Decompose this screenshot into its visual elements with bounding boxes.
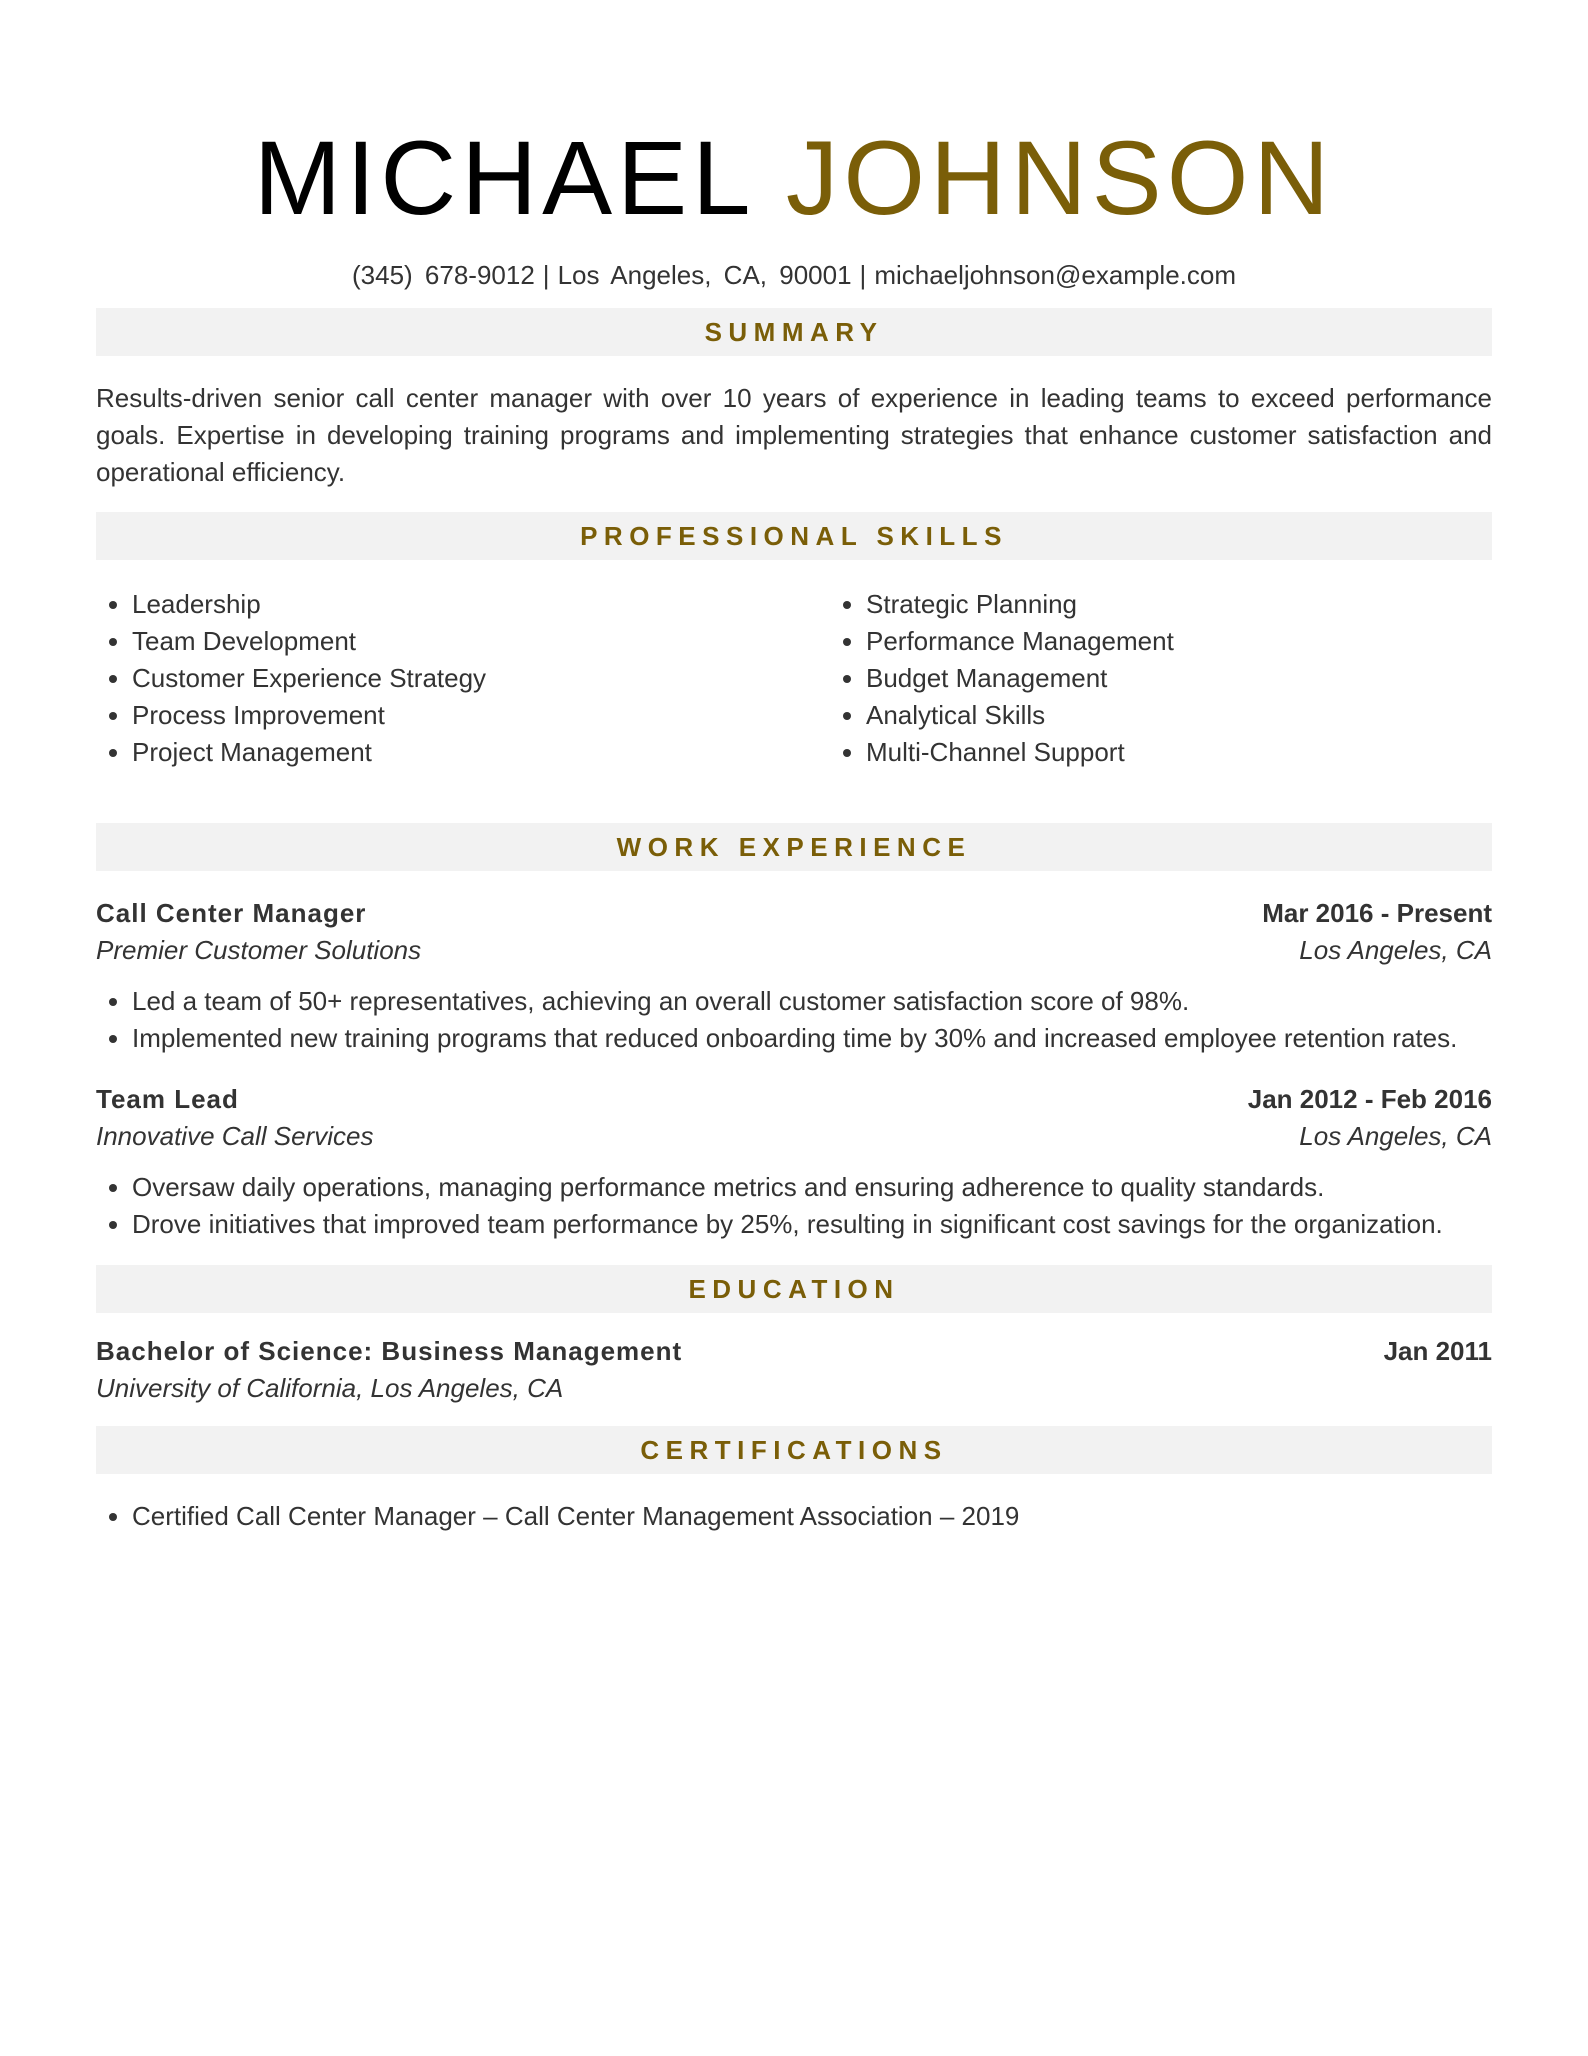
certifications-list [96, 1498, 1492, 1535]
job-bullet: • Oversaw daily operations, managing performance metrics and ensuring adherence to quality standards. [132, 1169, 1492, 1206]
skill-item: • Customer Experience Strategy [132, 660, 830, 697]
skills-left-column [96, 586, 830, 771]
degree: Bachelor of Science: Business Management [96, 1336, 683, 1366]
candidate-name [96, 0, 1492, 242]
job-bullet: • Implemented new training programs that reduced onboarding time by 30% and increased employee retention rates. [132, 1020, 1492, 1057]
job-subheader [96, 932, 1492, 969]
contact-line [96, 260, 1492, 291]
summary-heading: SUMMARY [96, 308, 1492, 356]
education-heading: EDUCATION [96, 1265, 1492, 1313]
skill-item: • Multi-Channel Support [866, 734, 1492, 771]
job-dates: Jan 2012 - Feb 2016 [1247, 1084, 1492, 1114]
skill-item: • Team Development [132, 623, 830, 660]
job-company: Innovative Call Services [96, 1121, 374, 1151]
location: Los Angeles, CA, 90001 [557, 260, 852, 290]
job-title: Call Center Manager [96, 898, 367, 928]
contact-separator: | [859, 260, 867, 290]
job-bullet: • Drove initiatives that improved team performance by 25%, resulting in significant cost savings for the organization. [132, 1206, 1492, 1243]
job-entry [96, 1081, 1492, 1243]
graduation-date: Jan 2011 [1383, 1336, 1492, 1366]
skill-item: • Analytical Skills [866, 697, 1492, 734]
experience-heading: WORK EXPERIENCE [96, 823, 1492, 871]
skills-heading: PROFESSIONAL SKILLS [96, 512, 1492, 560]
job-header [96, 1081, 1492, 1118]
job-location: Los Angeles, CA [1299, 1121, 1492, 1151]
email-address: michaeljohnson@example.com [874, 260, 1236, 290]
skill-item: • Strategic Planning [866, 586, 1492, 623]
job-bullet: • Led a team of 50+ representatives, achieving an overall customer satisfaction score of 98%. [132, 983, 1492, 1020]
certifications-heading: CERTIFICATIONS [96, 1426, 1492, 1474]
skill-item: • Project Management [132, 734, 830, 771]
skill-item: • Process Improvement [132, 697, 830, 734]
job-subheader [96, 1118, 1492, 1155]
education-header [96, 1333, 1492, 1370]
job-company: Premier Customer Solutions [96, 935, 422, 965]
first-name: MICHAEL [253, 120, 752, 237]
job-location: Los Angeles, CA [1299, 935, 1492, 965]
education-subheader [96, 1370, 1492, 1407]
contact-separator: | [542, 260, 550, 290]
education-entry [96, 1333, 1492, 1407]
phone-number: (345) 678-9012 [351, 260, 535, 290]
job-bullets [96, 1169, 1492, 1243]
job-entry [96, 895, 1492, 1057]
job-header [96, 895, 1492, 932]
certification-item: • Certified Call Center Manager – Call Center Management Association – 2019 [132, 1498, 1492, 1535]
summary-text: Results-driven senior call center manager with over 10 years of experience in leading teams to exceed performance goals. Expertise in developing training programs and implementing strategies that enhance customer satisfaction and operational efficiency. [96, 383, 1492, 487]
job-title: Team Lead [96, 1084, 239, 1114]
skill-item: • Performance Management [866, 623, 1492, 660]
school: University of California, Los Angeles, CA [96, 1373, 564, 1403]
skill-item: • Leadership [132, 586, 830, 623]
skills-right-column [830, 586, 1492, 771]
job-dates: Mar 2016 - Present [1262, 898, 1492, 928]
skill-item: • Budget Management [866, 660, 1492, 697]
last-name: JOHNSON [785, 120, 1335, 237]
job-bullets [96, 983, 1492, 1057]
skills-list [96, 586, 1492, 771]
